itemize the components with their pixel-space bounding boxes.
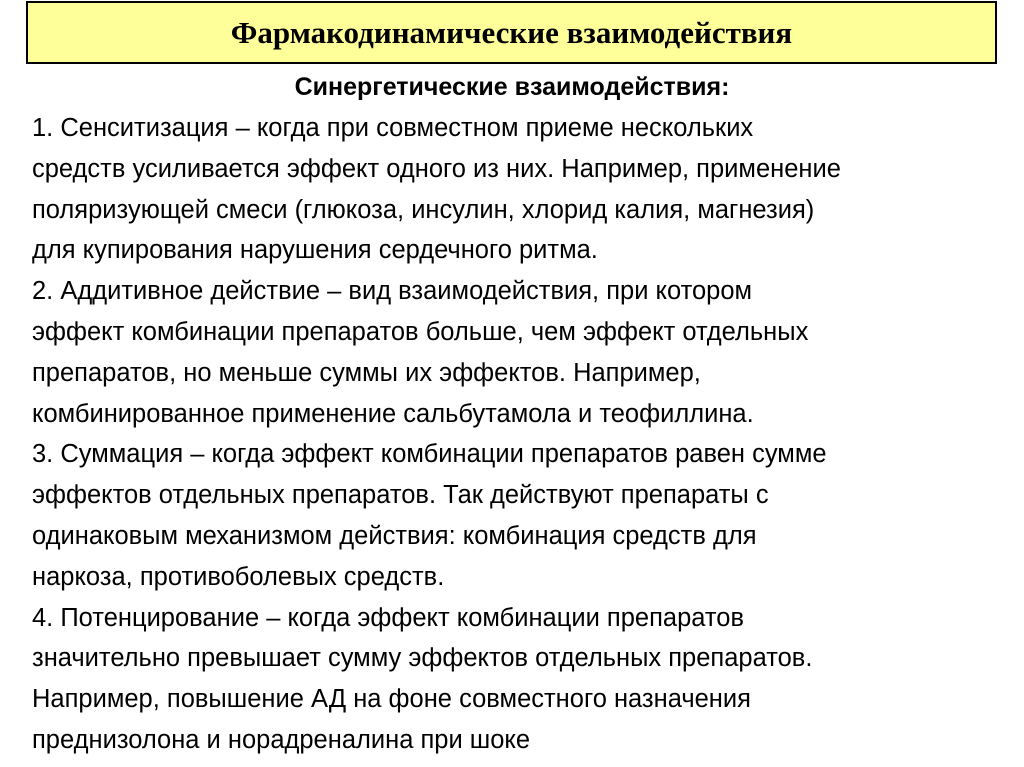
body-line: преднизолона и норадреналина при шоке <box>32 725 531 754</box>
slide-title: Фармакодинамические взаимодействия <box>230 14 793 50</box>
body-line: наркоза, противоболевых средств. <box>32 562 445 591</box>
body-line: эффектов отдельных препаратов. Так действуют препараты с <box>32 481 769 510</box>
body-line: средств усиливается эффект одного из них. Например, применение <box>32 154 841 183</box>
body-line: Например, повышение АД на фоне совместного назначения <box>32 685 751 714</box>
body-line: 2. Аддитивное действие – вид взаимодействия, при котором <box>32 277 753 306</box>
body-line: эффект комбинации препаратов больше, чем эффект отдельных <box>32 317 809 346</box>
body-line: 1. Сенситизация – когда при совместном приеме нескольких <box>32 114 754 142</box>
section-subtitle: Синергетические взаимодействия: <box>294 73 730 101</box>
body-text <box>32 108 1022 761</box>
body-line: препаратов, но меньше суммы их эффектов. Например, <box>32 358 701 387</box>
body-line: поляризующей смеси (глюкоза, инсулин, хлорид калия, магнезия) <box>32 195 815 224</box>
body-line: для купирования нарушения сердечного ритма. <box>32 236 598 265</box>
body-line: 4. Потенцирование – когда эффект комбинации препаратов <box>32 603 745 632</box>
body-line: комбинированное применение сальбутамола и теофиллина. <box>32 399 754 428</box>
body-line: значительно превышает сумму эффектов отдельных препаратов. <box>32 644 813 673</box>
body-line: одинаковым механизмом действия: комбинация средств для <box>32 521 757 550</box>
body-line: 3. Суммация – когда эффект комбинации препаратов равен сумме <box>32 440 827 469</box>
title-box <box>26 1 997 64</box>
